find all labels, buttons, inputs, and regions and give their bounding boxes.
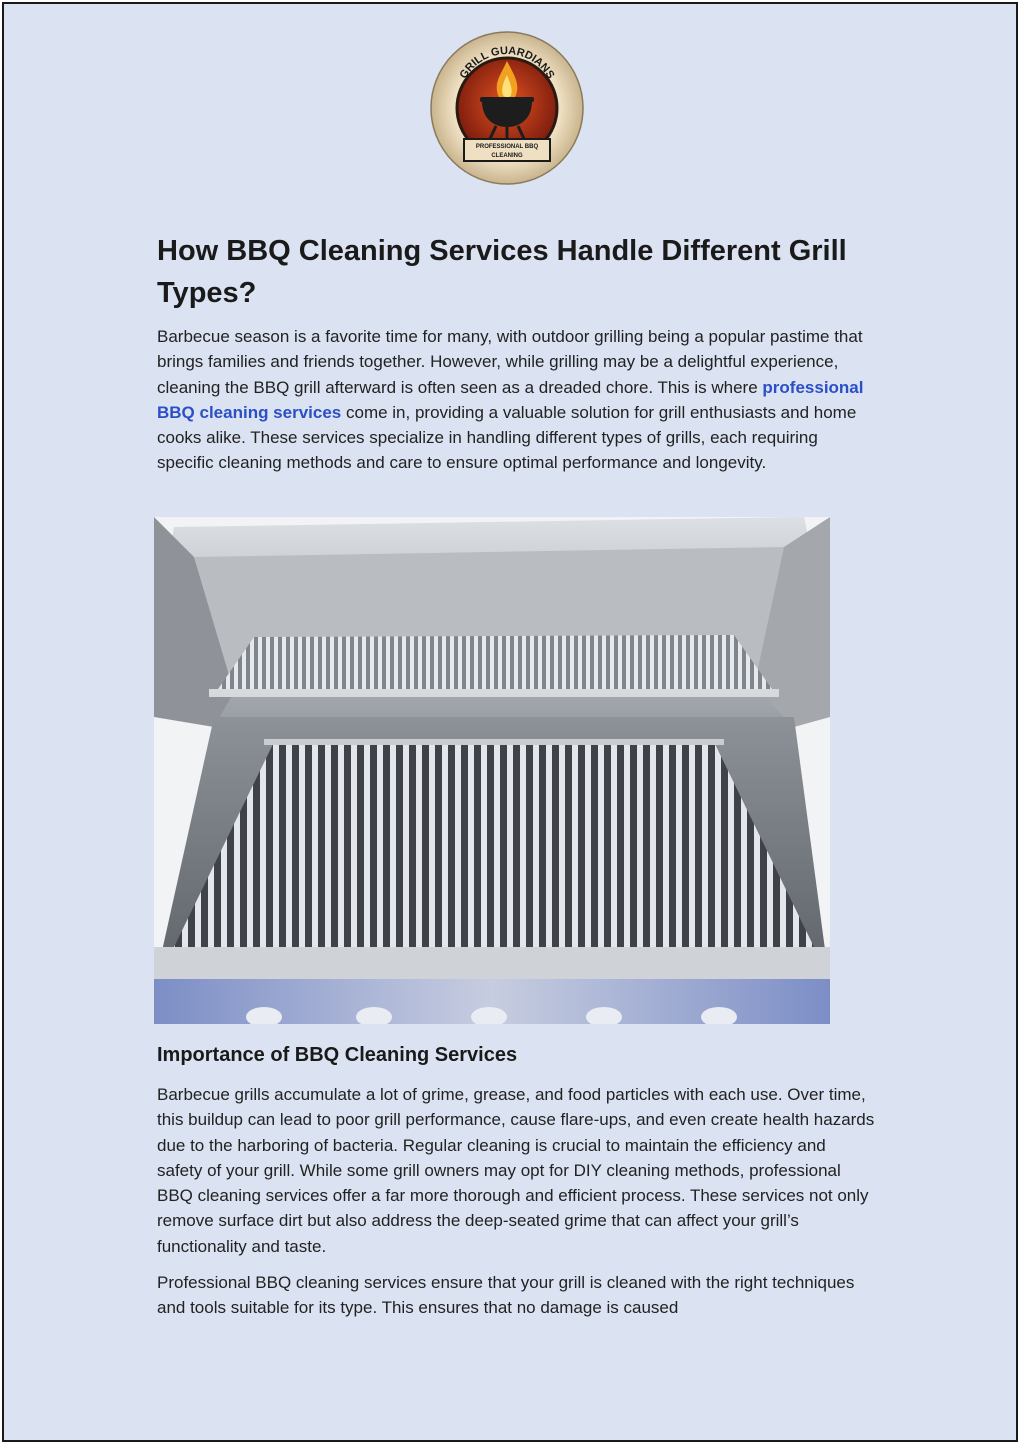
importance-section xyxy=(157,1040,875,1321)
section-heading: Importance of BBQ Cleaning Services xyxy=(157,1044,518,1066)
intro-paragraph xyxy=(157,324,875,476)
article-intro xyxy=(157,230,875,476)
clean-grill-photo xyxy=(154,517,830,1024)
grill-guardians-logo xyxy=(430,31,584,185)
svg-text:CLEANING: CLEANING xyxy=(491,153,523,159)
section-paragraph-1: Barbecue grills accumulate a lot of grime, grease, and food particles with each use. Over time, this buildup can lead to poor grill performance, cause flare-ups, and even create health hazards due to the harboring of bacteria. Regular cleaning is crucial to maintain the efficiency and safety of your grill. While some grill owners may opt for DIY cleaning methods, professional BBQ cleaning services offer a far more thorough and efficient process. These services not only remove surface dirt but also address the deep-seated grime that can affect your grill’s functionality and taste. xyxy=(157,1085,875,1256)
intro-text-end: come in, providing a valuable solution for grill enthusiasts and home cooks alike. These services specialize in handling different types of grills, each requiring specific cleaning methods and care to ensure optimal performance and longevity. xyxy=(157,402,857,473)
intro-text-start: Barbecue season is a favorite time for many, with outdoor grilling being a popular pastime that brings families and friends together. However, while grilling may be a delightful experience, cleaning the BBQ grill afterward is often seen as a dreaded chore. This is where xyxy=(157,327,863,397)
professional-bbq-cleaning-link[interactable]: professional BBQ cleaning services xyxy=(157,377,864,422)
svg-text:PROFESSIONAL BBQ: PROFESSIONAL BBQ xyxy=(475,144,539,150)
svg-text:GRILL GUARDIANS: GRILL GUARDIANS xyxy=(457,44,557,81)
section-paragraph-2: Professional BBQ cleaning services ensure that your grill is cleaned with the right techniques and tools suitable for its type. This ensures that no damage is caused xyxy=(157,1273,855,1318)
article-title: How BBQ Cleaning Services Handle Different Grill Types? xyxy=(157,235,847,309)
document-page xyxy=(2,2,1018,1442)
